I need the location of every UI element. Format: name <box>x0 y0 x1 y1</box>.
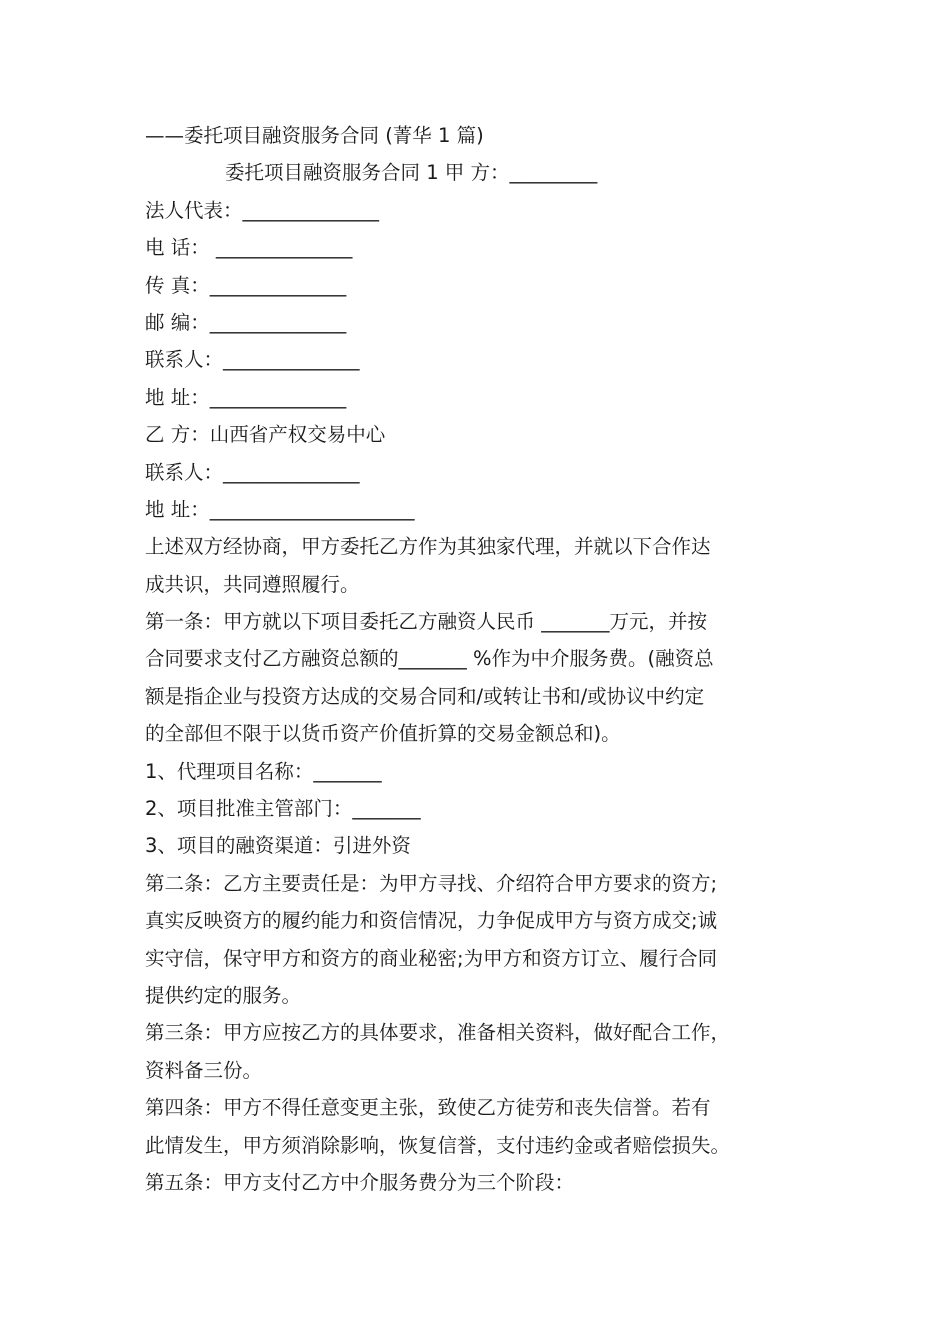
article-3-line: 资料备三份。 <box>145 1058 263 1082</box>
article-2-line: 真实反映资方的履约能力和资信情况，力争促成甲方与资方成交;诚 <box>145 909 718 933</box>
article-1-line: 合同要求支付乙方融资总额的_______ %作为中介服务费。(融资总 <box>145 647 714 671</box>
article-1-line: 第一条：甲方就以下项目委托乙方融资人民币 _______万元，并按 <box>145 610 707 634</box>
party-a-contact: 联系人：______________ <box>145 348 360 372</box>
party-a-fax: 传 真：______________ <box>145 273 347 297</box>
party-b-name: 乙 方：山西省产权交易中心 <box>145 423 386 447</box>
article-3-line: 第三条：甲方应按乙方的具体要求，准备相关资料，做好配合工作， <box>145 1021 731 1045</box>
party-a-phone: 电 话： ______________ <box>145 236 353 260</box>
article-1-line: 的全部但不限于以货币资产价值折算的交易金额总和)。 <box>145 722 621 746</box>
party-b-address: 地 址：_____________________ <box>145 497 415 521</box>
party-a-address: 地 址：______________ <box>145 385 347 409</box>
list-item-project-name: 1、代理项目名称：_______ <box>145 759 382 783</box>
article-4-line: 第四条：甲方不得任意变更主张，致使乙方徒劳和丧失信誉。若有 <box>145 1096 711 1120</box>
contract-body <box>145 117 835 1201</box>
preamble-line: 成共识，共同遵照履行。 <box>145 572 360 596</box>
article-2-line: 实守信，保守甲方和资方的商业秘密;为甲方和资方订立、履行合同 <box>145 946 718 970</box>
article-4-line: 此情发生，甲方须消除影响，恢复信誉，支付违约金或者赔偿损失。 <box>145 1133 731 1157</box>
party-a-postcode: 邮 编：______________ <box>145 310 347 334</box>
article-1-line: 额是指企业与投资方达成的交易合同和/或转让书和/或协议中约定 <box>145 684 705 708</box>
list-item-financing-channel: 3、项目的融资渠道：引进外资 <box>145 834 411 858</box>
document-subtitle: 委托项目融资服务合同 1 甲 方：_________ <box>225 161 598 185</box>
party-b-contact: 联系人：______________ <box>145 460 360 484</box>
party-a-legal-rep: 法人代表：______________ <box>145 198 380 222</box>
preamble-line: 上述双方经协商，甲方委托乙方作为其独家代理，并就以下合作达 <box>145 535 711 559</box>
article-2-line: 提供约定的服务。 <box>145 983 302 1007</box>
article-2-line: 第二条：乙方主要责任是：为甲方寻找、介绍符合甲方要求的资方; <box>145 871 718 895</box>
article-5-line: 第五条：甲方支付乙方中介服务费分为三个阶段： <box>145 1170 575 1194</box>
list-item-approval-dept: 2、项目批准主管部门：_______ <box>145 797 421 821</box>
document-title: ——委托项目融资服务合同 (菁华 1 篇) <box>145 124 484 147</box>
